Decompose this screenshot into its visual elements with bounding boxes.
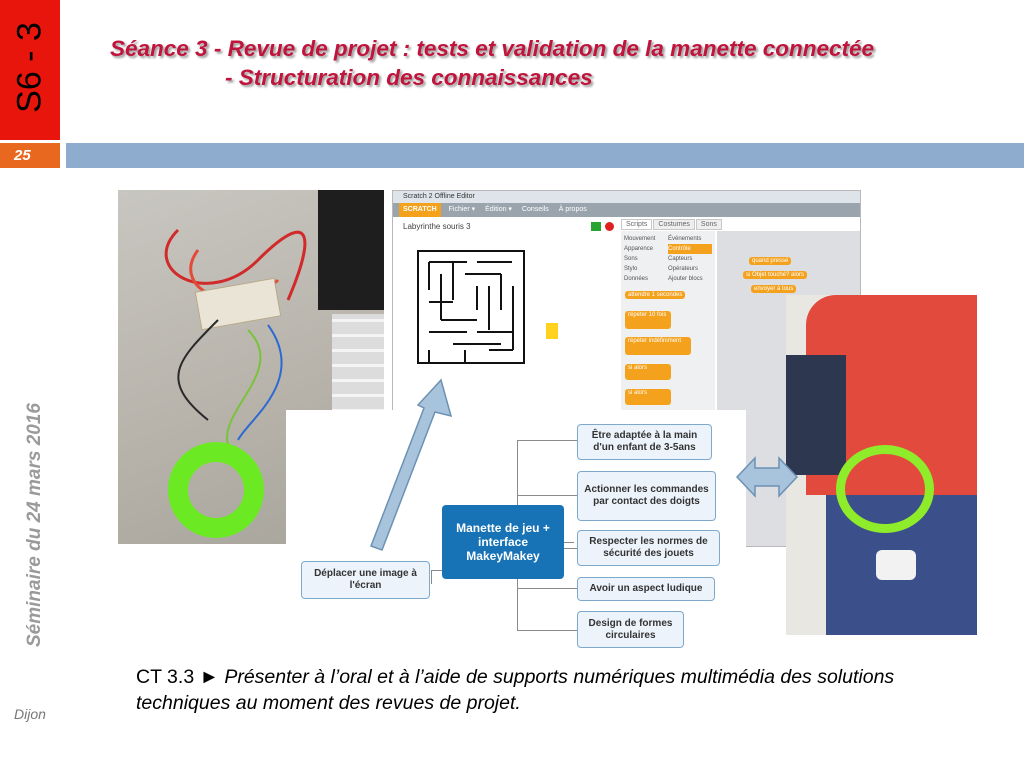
scratch-menu-tips: Conseils xyxy=(521,206,549,213)
competence-code: CT 3.3 ► xyxy=(136,666,219,688)
scratch-menubar xyxy=(393,203,860,217)
connector xyxy=(431,570,442,571)
green-flag-icon xyxy=(591,222,601,231)
block-forever: répéter indéfiniment xyxy=(625,337,691,355)
tab-scripts: Scripts xyxy=(621,219,652,230)
block-if: si alors xyxy=(625,389,671,405)
connector xyxy=(431,570,432,584)
cheese-sprite xyxy=(546,323,558,339)
page-number: 25 xyxy=(0,143,60,168)
scratch-menu-edit: Édition ▾ xyxy=(485,206,512,213)
category-item: Apparence xyxy=(624,246,654,252)
child-sleeve xyxy=(786,355,846,475)
block-wait: attendre 1 secondes xyxy=(625,291,685,299)
side-date-text: Séminaire du 24 mars 2016 xyxy=(24,403,45,647)
connector xyxy=(517,440,577,441)
script-if-touched: si Objet touché? alors xyxy=(743,271,807,279)
mindmap-node: Design de formes circulaires xyxy=(577,611,684,648)
connector xyxy=(517,495,577,496)
script-when-flag: quand pressé xyxy=(749,257,791,265)
photo-child-testing xyxy=(786,295,977,635)
connector xyxy=(564,542,574,543)
header-band xyxy=(66,143,1024,168)
slide-title xyxy=(110,34,874,92)
maze-drawing xyxy=(417,250,527,366)
connector xyxy=(517,588,577,589)
block-if: si alors xyxy=(625,364,671,380)
script-broadcast: envoyer à tous xyxy=(751,285,796,293)
mindmap-node: Être adaptée à la main d'un enfant de 3-5ans xyxy=(577,424,712,460)
category-item: Contrôle xyxy=(668,244,712,254)
scratch-logo: SCRATCH xyxy=(399,203,441,217)
tab-sons: Sons xyxy=(696,219,722,230)
block-repeat: répéter 10 fois xyxy=(625,311,671,329)
scratch-sprite-name: Labyrinthe souris 3 xyxy=(403,222,471,231)
scratch-window-title: Scratch 2 Offline Editor xyxy=(393,191,860,203)
competence-description: Présenter à l’oral et à l’aide de supports numériques multimédia des solutions techniques au moment des revues de projet. xyxy=(136,666,895,714)
connector xyxy=(517,630,577,631)
section-tab-label: S6 - 3 xyxy=(10,22,49,113)
category-item: Mouvement xyxy=(624,236,656,242)
block-categories xyxy=(624,234,716,284)
mindmap-node-left: Déplacer une image à l'écran xyxy=(301,561,430,599)
footer-city: Dijon xyxy=(14,706,46,722)
category-item: Capteurs xyxy=(668,256,693,262)
competence-text xyxy=(136,664,966,716)
mindmap-node: Respecter les normes de sécurité des jouets xyxy=(577,530,720,566)
category-item: Événements xyxy=(668,236,702,242)
title-line-2: - Structuration des connaissances xyxy=(225,65,593,90)
mindmap-central-node: Manette de jeu + interface MakeyMakey xyxy=(442,505,564,579)
mindmap-node: Actionner les commandes par contact des doigts xyxy=(577,471,716,521)
category-item: Données xyxy=(624,276,649,282)
scratch-menu-file: Fichier ▾ xyxy=(448,206,476,213)
mindmap xyxy=(286,410,746,650)
section-tab xyxy=(0,0,60,140)
title-line-1: Séance 3 - Revue de projet : tests et validation de la manette connectée xyxy=(110,36,875,61)
scratch-tabs xyxy=(621,219,723,230)
stop-icon xyxy=(605,222,614,231)
category-item: Opérateurs xyxy=(668,266,699,272)
child-shoe xyxy=(876,550,916,580)
controller-ring xyxy=(836,445,934,533)
scratch-menu-about: À propos xyxy=(558,206,587,213)
category-item: Sons xyxy=(624,256,638,262)
tab-costumes: Costumes xyxy=(653,219,695,230)
mindmap-node: Avoir un aspect ludique xyxy=(577,577,715,601)
category-item: Stylo xyxy=(624,266,638,272)
category-item: Ajouter blocs xyxy=(668,276,703,282)
